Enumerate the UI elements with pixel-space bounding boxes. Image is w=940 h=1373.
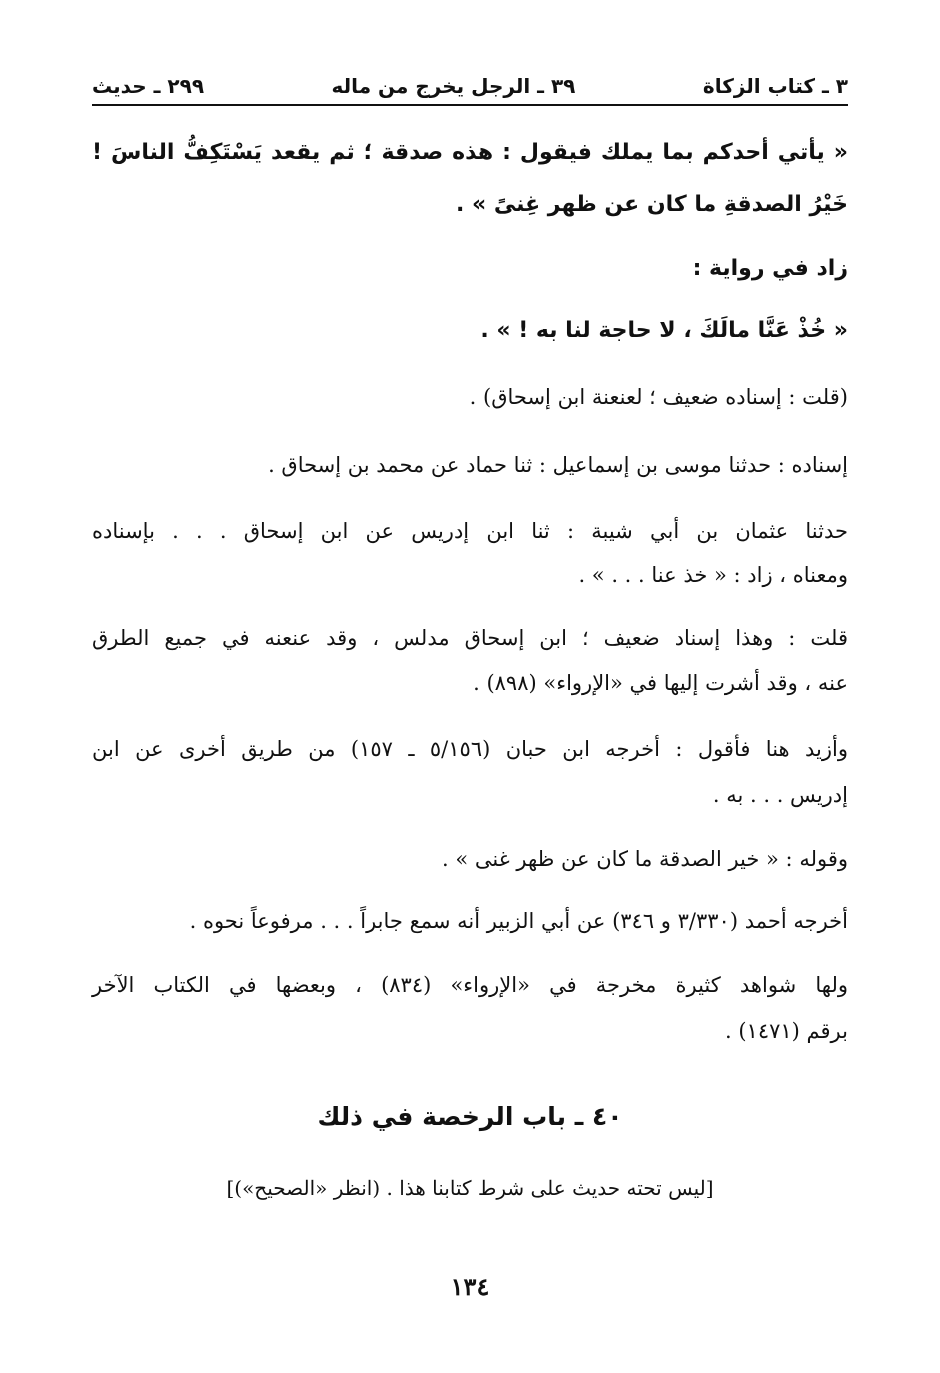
commentary-line: ولها شواهد كثيرة مخرجة في «الإرواء» (٨٣٤) ، وبعضها في الكتاب الآخر [92,973,849,997]
commentary-line: وأزيد هنا فأقول : أخرجه ابن حبان (٥/١٥٦ ـ ١٥٧) من طريق أخرى عن ابن [92,737,848,761]
hadith-text-line: « يأتي أحدكم بما يملك فيقول : هذه صدقة ؛ ثم يقعد يَسْتَكِفُّ الناسَ ! [92,140,848,165]
isnad-line: إسناده : حدثنا موسى بن إسماعيل : ثنا حماد عن محمد بن إسحاق . [268,453,848,477]
hadith-text-line: خَيْرُ الصدقةِ ما كان عن ظهر غِنىً » . [455,192,848,217]
section-note: [ليس تحته حديث على شرط كتابنا هذا . (انظر «الصحيح»)] [226,1176,714,1200]
isnad-line: ومعناه ، زاد : « خذ عنا . . . » . [578,563,848,587]
section-title: ٤٠ ـ باب الرخصة في ذلك [317,1102,623,1131]
header-book-title: ٣ ـ كتاب الزكاة [702,74,848,98]
commentary-line: قلت : وهذا إسناد ضعيف ؛ ابن إسحاق مدلس ، وقد عنعنه في جميع الطرق [92,626,848,650]
commentary-line: إدريس . . . به . [712,783,848,807]
page-number: ١٣٤ [450,1272,490,1301]
commentary-line: وقوله : « خير الصدقة ما كان عن ظهر غنى » . [441,847,848,871]
grading-note: (قلت : إسناده ضعيف ؛ لعنعنة ابن إسحاق) . [469,385,848,409]
riwaya-heading: زاد في رواية : [692,256,848,281]
riwaya-text: « خُذْ عَنَّا مالَكَ ، لا حاجة لنا به ! » . [480,318,848,343]
commentary-line: أخرجه أحمد (٣/٣٣٠ و ٣٤٦) عن أبي الزبير أنه سمع جابراً . . . مرفوعاً نحوه . [189,909,848,933]
isnad-line: حدثنا عثمان بن أبي شيبة : ثنا ابن إدريس عن ابن إسحاق . . . بإسناده [92,519,848,543]
header-rule [92,104,848,106]
running-header [92,70,848,102]
header-chapter-title: ٣٩ ـ الرجل يخرج من ماله [331,74,576,98]
header-hadith-number: ٢٩٩ ـ حديث [92,74,205,98]
commentary-line: عنه ، وقد أشرت إليها في «الإرواء» (٨٩٨) . [473,671,848,695]
commentary-line: برقم (١٤٧١) . [725,1019,848,1043]
